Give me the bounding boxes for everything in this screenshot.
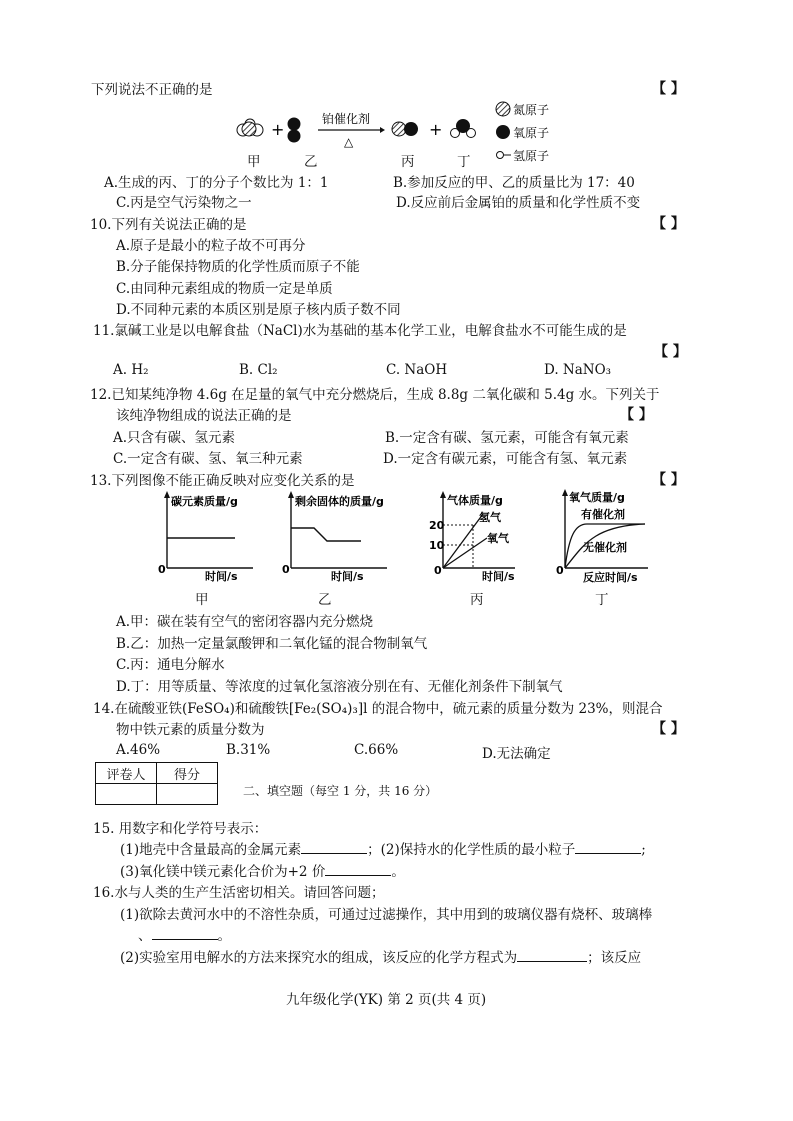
score-table <box>95 762 218 805</box>
q15-blank1[interactable] <box>301 840 367 854</box>
svg-text:氧原子: 氧原子 <box>513 126 550 140</box>
q16-blank1[interactable] <box>152 926 218 940</box>
graph-ding <box>553 486 653 583</box>
q11-option-d: D. NaNO₃ <box>544 362 612 378</box>
q13-option-a: A.甲：碳在装有空气的密闭容器内充分燃烧 <box>116 614 374 630</box>
q10-option-a: A.原子是最小的粒子故不可再分 <box>116 238 306 254</box>
graph-bing-tick-20: 20 <box>429 519 445 532</box>
q12-option-d: D.一定含有碳元素，可能含有氢、氧元素 <box>383 451 628 467</box>
graph-ding-origin: 0 <box>556 564 564 577</box>
graph-yi-origin: 0 <box>282 563 290 576</box>
section2-title: 二、填空题（每空 1 分，共 16 分） <box>243 784 438 798</box>
grader-cell[interactable] <box>96 784 157 805</box>
q9-answer-bracket: 【 】 <box>652 81 685 97</box>
q11-option-a: A. H₂ <box>113 362 149 378</box>
graph-ding-xlabel: 反应时间/s <box>583 571 638 583</box>
q10-stem: 10.下列有关说法正确的是 <box>90 217 247 233</box>
q15-part2: (2)保持水的化学性质的最小粒子 <box>380 842 576 858</box>
atom-legend <box>496 102 549 163</box>
graph-yi-line <box>291 528 361 541</box>
q15-blank2[interactable] <box>575 840 641 854</box>
q13-stem: 13.下列图像不能正确反映对应变化关系的是 <box>90 473 355 489</box>
graph-yi-ylabel: 剩余固体的质量/g <box>295 495 384 508</box>
q12-answer-bracket: 【 】 <box>620 407 653 423</box>
graph-jia <box>155 488 260 583</box>
graph-bing-series-hydrogen: 氢气 <box>479 511 501 524</box>
q14-answer-bracket: 【 】 <box>652 721 685 737</box>
svg-text:氮原子: 氮原子 <box>513 103 550 117</box>
q14-stem-line1: 14.在硫酸亚铁(FeSO₄)和硫酸铁[Fe₂(SO₄)₃]l 的混合物中，硫元素的质量分数为 23%，则混合 <box>93 701 663 717</box>
score-header-grader: 评卷人 <box>96 763 157 784</box>
score-cell[interactable] <box>157 784 218 805</box>
graph-ding-series-nocatalyst: 无催化剂 <box>583 541 627 554</box>
graph-yi-xlabel: 时间/s <box>331 570 364 583</box>
graph-bing-xlabel: 时间/s <box>482 570 515 583</box>
q9-option-c: C.丙是空气污染物之一 <box>116 195 252 211</box>
graph-bing <box>425 488 520 583</box>
page-footer: 九年级化学(YK) 第 2 页(共 4 页) <box>286 992 487 1008</box>
graph-bing-hydrogen-line <box>443 514 483 568</box>
graph-bing-series-oxygen: 氧气 <box>487 532 509 545</box>
graph-jia-caption: 甲 <box>195 592 209 608</box>
graph-bing-origin: 0 <box>434 564 442 577</box>
q10-option-c: C.由同种元素组成的物质一定是单质 <box>116 281 333 297</box>
graph-bing-ylabel: 气体质量/g <box>447 494 503 507</box>
q15-part3: (3)氧化镁中镁元素化合价为+2 价 <box>120 864 326 880</box>
q9-option-d: D.反应前后金属铂的质量和化学性质不变 <box>396 195 641 211</box>
q12-option-a: A.只含有碳、氢元素 <box>113 430 236 446</box>
q9-stem: 下列说法不正确的是 <box>91 82 213 98</box>
q9-option-a: A.生成的丙、丁的分子个数比为 1：1 <box>104 175 329 191</box>
q14-stem-line2: 物中铁元素的质量分数为 <box>116 722 265 738</box>
graph-jia-xlabel: 时间/s <box>205 570 238 583</box>
q12-stem-line1: 12.已知某纯净物 4.6g 在足量的氧气中充分燃烧后，生成 8.8g 二氧化碳和 5.4g 水。下列关于 <box>90 387 660 403</box>
q14-option-a: A.46% <box>116 742 161 758</box>
q9-label-ding: 丁 <box>457 154 471 170</box>
molecule-bing <box>392 122 418 136</box>
molecule-yi <box>288 118 301 143</box>
q16-blank2[interactable] <box>517 948 587 962</box>
q13-answer-bracket: 【 】 <box>652 472 685 488</box>
catalyst-label: 铂催化剂 <box>322 112 371 126</box>
graph-jia-origin: 0 <box>158 563 166 576</box>
q16-part1-line2: 、 。 <box>138 928 231 944</box>
plus-sign: + <box>429 120 443 139</box>
q9-label-bing: 丙 <box>401 154 415 170</box>
q12-option-c: C.一定含有碳、氢、氧三种元素 <box>113 451 303 467</box>
q10-answer-bracket: 【 】 <box>652 216 685 232</box>
q11-answer-bracket: 【 】 <box>654 344 687 360</box>
q13-option-d: D.丁：用等质量、等浓度的过氧化氢溶液分别在有、无催化剂条件下制氧气 <box>116 679 563 695</box>
molecule-ding <box>451 119 476 138</box>
q11-option-c: C. NaOH <box>386 362 448 378</box>
q14-option-c: C.66% <box>354 742 399 758</box>
q16-stem: 16.水与人类的生产生活密切相关。请回答问题； <box>93 885 385 901</box>
q12-stem-line2: 该纯净物组成的说法正确的是 <box>116 408 292 424</box>
score-header-score: 得分 <box>157 763 218 784</box>
q14-option-b: B.31% <box>226 742 271 758</box>
q15-line1: (1)地壳中含量最高的金属元素 ；(2)保持水的化学性质的最小粒子 ; <box>120 842 646 858</box>
molecule-jia <box>237 119 263 136</box>
q16-part2-line: (2)实验室用电解水的方法来探究水的组成，该反应的化学方程式为 ；该反应 <box>120 950 642 966</box>
svg-text:氢原子: 氢原子 <box>513 149 550 163</box>
q15-blank3[interactable] <box>325 862 391 876</box>
q12-option-b: B.一定含有碳、氢元素，可能含有氧元素 <box>385 430 629 446</box>
graph-ding-series-catalyst: 有催化剂 <box>581 508 625 521</box>
q9-label-yi: 乙 <box>304 154 318 170</box>
q10-option-b: B.分子能保持物质的化学性质而原子不能 <box>116 259 360 275</box>
q9-label-jia: 甲 <box>247 154 261 170</box>
q9-option-b: B.参加反应的甲、乙的质量比为 17：40 <box>393 175 635 191</box>
graph-ding-caption: 丁 <box>595 592 609 608</box>
q11-stem: 11.氯碱工业是以电解食盐（NaCl)水为基础的基本化学工业，电解食盐水不可能生成的是 <box>93 323 627 339</box>
graph-jia-ylabel: 碳元素质量/g <box>171 495 238 508</box>
q15-line2: (3)氧化镁中镁元素化合价为+2 价 。 <box>120 864 405 880</box>
q15-part1: (1)地壳中含量最高的金属元素 <box>120 842 302 858</box>
graph-bing-tick-10: 10 <box>429 539 445 552</box>
q15-stem: 15. 用数字和化学符号表示： <box>93 821 268 837</box>
q16-part1-line1: (1)欲除去黄河水中的不溶性杂质，可通过过滤操作，其中用到的玻璃仪器有烧杯、玻璃棒 <box>120 907 653 923</box>
graph-bing-caption: 丙 <box>470 592 484 608</box>
heat-symbol: △ <box>344 135 354 149</box>
q10-option-d: D.不同种元素的本质区别是原子核内质子数不同 <box>116 302 401 318</box>
q14-option-d: D.无法确定 <box>482 746 551 762</box>
q13-option-b: B.乙：加热一定量氯酸钾和二氧化锰的混合物制氧气 <box>116 636 428 652</box>
graph-bing-oxygen-line <box>443 538 487 568</box>
plus-sign: + <box>271 120 285 139</box>
q13-option-c: C.丙：通电分解水 <box>116 657 225 673</box>
graph-yi <box>279 488 394 583</box>
graph-yi-caption: 乙 <box>318 592 332 608</box>
graph-ding-ylabel: 氧气质量/g <box>569 491 625 504</box>
q11-option-b: B. Cl₂ <box>239 362 278 378</box>
